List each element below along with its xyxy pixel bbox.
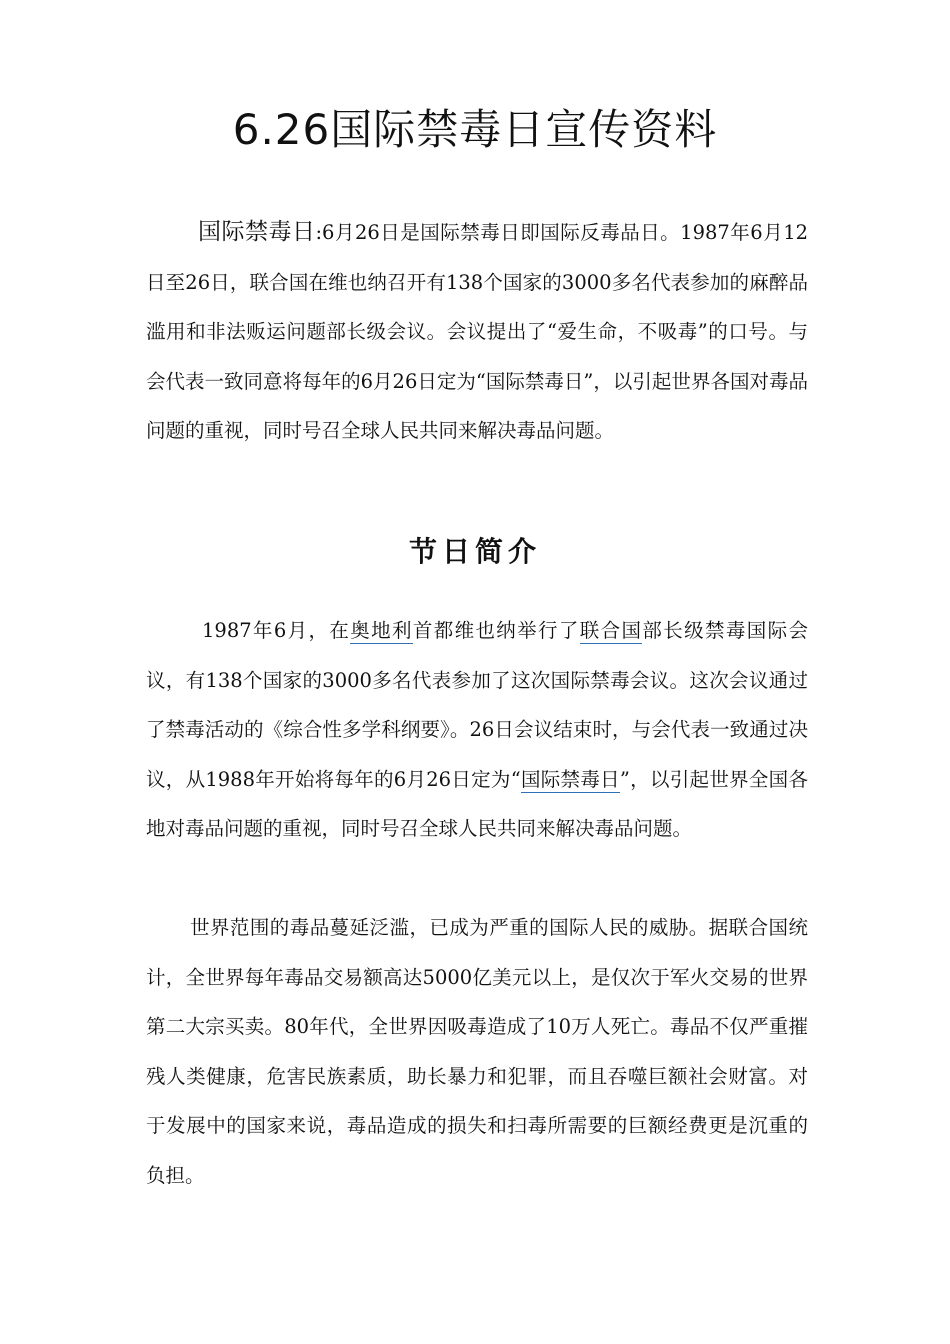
intro-section-paragraph-2: 世界范围的毒品蔓延泛滥，已成为严重的国际人民的威胁。据联合国统计，全世界每年毒品交易额高达5000亿美元以上，是仅次于军火交易的世界第二大宗买卖。80年代，全世界因吸毒造成了10万人死亡。毒品不仅严重摧残人类健康，危害民族素质，助长暴力和犯罪，而且吞噬巨额社会财富。对于发展中的国家来说，毒品造成的损失和扫毒所需要的巨额经费更是沉重的负担。 (146, 916, 808, 1187)
link-international-anti-drug-day[interactable]: 国际禁毒日 (520, 767, 620, 791)
paragraph1-text-4: ”，以引起世界全国各地对毒品问题的重视，同时号召全球人民共同来解决毒品问题。 (146, 767, 808, 840)
link-united-nations[interactable]: 联合国 (579, 619, 643, 642)
intro-paragraph (146, 208, 808, 456)
intro-text: :6月26日是国际禁毒日即国际反毒品日。1987年6月12日至26日，联合国在维也纳召开有138个国家的3000多名代表参加的麻醉品滥用和非法贩运问题部长级会议。会议提出了“爱生命，不吸毒”的口号。与会代表一致同意将每年的6月26日定为“国际禁毒日”，以引起世界各国对毒品问题的重视，同时号召全球人民共同来解决毒品问题。 (146, 221, 809, 442)
paragraph1-text-1: 1987年6月，在 (202, 619, 351, 642)
link-austria[interactable]: 奥地利 (350, 619, 413, 642)
paragraph1-text-2: 首都维也纳举行了 (412, 619, 580, 642)
paragraph1-text-3: 部长级禁毒国际会议，有138个国家的3000多名代表参加了这次国际禁毒会议。这次会议通过了禁毒活动的《综合性多学科纲要》。26日会议结束时，与会代表一致通过决议，从1988年开始将每年的6月26日定为“ (146, 619, 808, 791)
intro-section-paragraph-1 (146, 606, 808, 854)
section-heading: 节日简介 (408, 535, 541, 568)
page-title: 6.26国际禁毒日宣传资料 (232, 105, 718, 154)
intro-lead: 国际禁毒日 (198, 219, 316, 245)
